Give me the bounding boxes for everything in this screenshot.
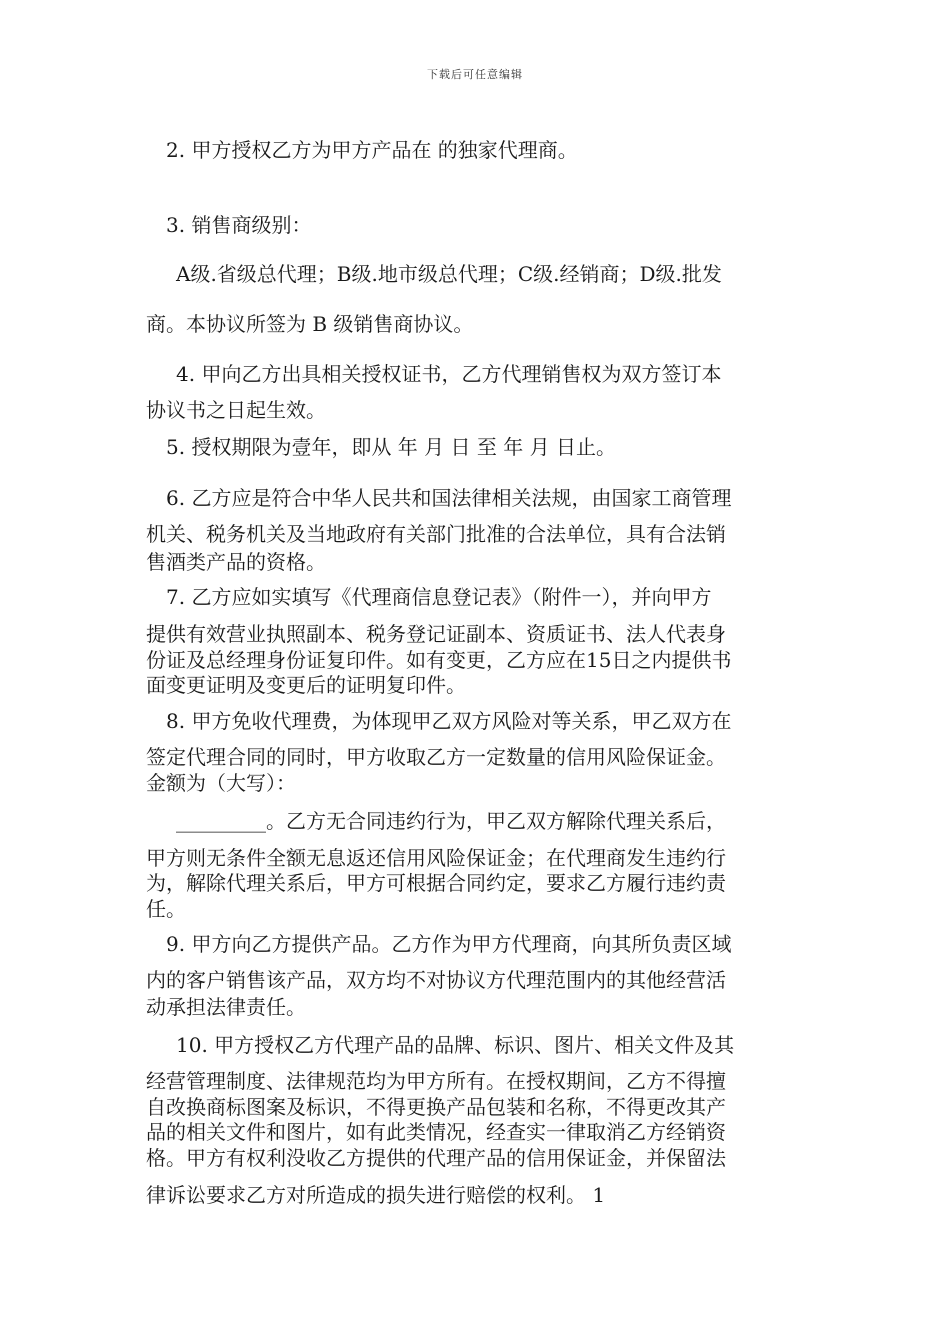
text-line: 9. 甲方向乙方提供产品。乙方作为甲方代理商，向其所负责区域: [166, 932, 732, 956]
text-line: 甲方则无条件全额无息返还信用风险保证金；在代理商发生违约行: [146, 846, 726, 870]
text-line: 自改换商标图案及标识，不得更换产品包装和名称，不得更改其产: [146, 1095, 726, 1119]
text-line: 5. 授权期限为壹年，即从 年 月 日 至 年 月 日止。: [166, 435, 616, 459]
text-line: 面变更证明及变更后的证明复印件。: [146, 673, 466, 697]
text-line: 协议书之日起生效。: [146, 398, 326, 422]
text-line: 金额为（大写）：: [146, 771, 296, 795]
text-line: 品的相关文件和图片，如有此类情况，经查实一律取消乙方经销资: [146, 1120, 726, 1144]
text-line: 10. 甲方授权乙方代理产品的品牌、标识、图片、相关文件及其: [176, 1033, 735, 1057]
text-line: 签定代理合同的同时，甲方收取乙方一定数量的信用风险保证金。: [146, 745, 726, 769]
text-line: 为，解除代理关系后，甲方可根据合同约定，要求乙方履行违约责: [146, 871, 726, 895]
text-line: 经营管理制度、法律规范均为甲方所有。在授权期间，乙方不得擅: [146, 1069, 726, 1093]
text-line: 提供有效营业执照副本、税务登记证副本、资质证书、法人代表身: [146, 622, 726, 646]
text-line: _________。乙方无合同违约行为，甲乙双方解除代理关系后，: [176, 809, 726, 833]
text-line: 内的客户销售该产品，双方均不对协议方代理范围内的其他经营活: [146, 968, 726, 992]
text-line: 4. 甲向乙方出具相关授权证书，乙方代理销售权为双方签订本: [176, 362, 722, 386]
text-line: 任。: [146, 897, 186, 921]
text-line: 份证及总经理身份证复印件。如有变更，乙方应在15日之内提供书: [146, 648, 732, 672]
text-line: 动承担法律责任。: [146, 995, 306, 1019]
text-line: 3. 销售商级别：: [166, 213, 312, 237]
text-line: 商。本协议所签为 B 级销售商协议。: [146, 312, 474, 336]
text-line: 8. 甲方免收代理费，为体现甲乙双方风险对等关系，甲乙双方在: [166, 709, 732, 733]
text-line: 律诉讼要求乙方对所造成的损失进行赔偿的权利。 1: [146, 1183, 606, 1207]
text-line: 售酒类产品的资格。: [146, 550, 326, 574]
text-line: 格。甲方有权利没收乙方提供的代理产品的信用保证金，并保留法: [146, 1146, 726, 1170]
text-line: 机关、税务机关及当地政府有关部门批准的合法单位，具有合法销: [146, 522, 726, 546]
text-line: A级.省级总代理；B级.地市级总代理；C级.经销商；D级.批发: [176, 262, 722, 286]
text-line: 7. 乙方应如实填写《代理商信息登记表》（附件一），并向甲方: [166, 585, 712, 609]
text-line: 2. 甲方授权乙方为甲方产品在 的独家代理商。: [166, 138, 578, 162]
text-line: 6. 乙方应是符合中华人民共和国法律相关法规，由国家工商管理: [166, 486, 732, 510]
page-header: 下载后可任意编辑: [427, 68, 523, 81]
